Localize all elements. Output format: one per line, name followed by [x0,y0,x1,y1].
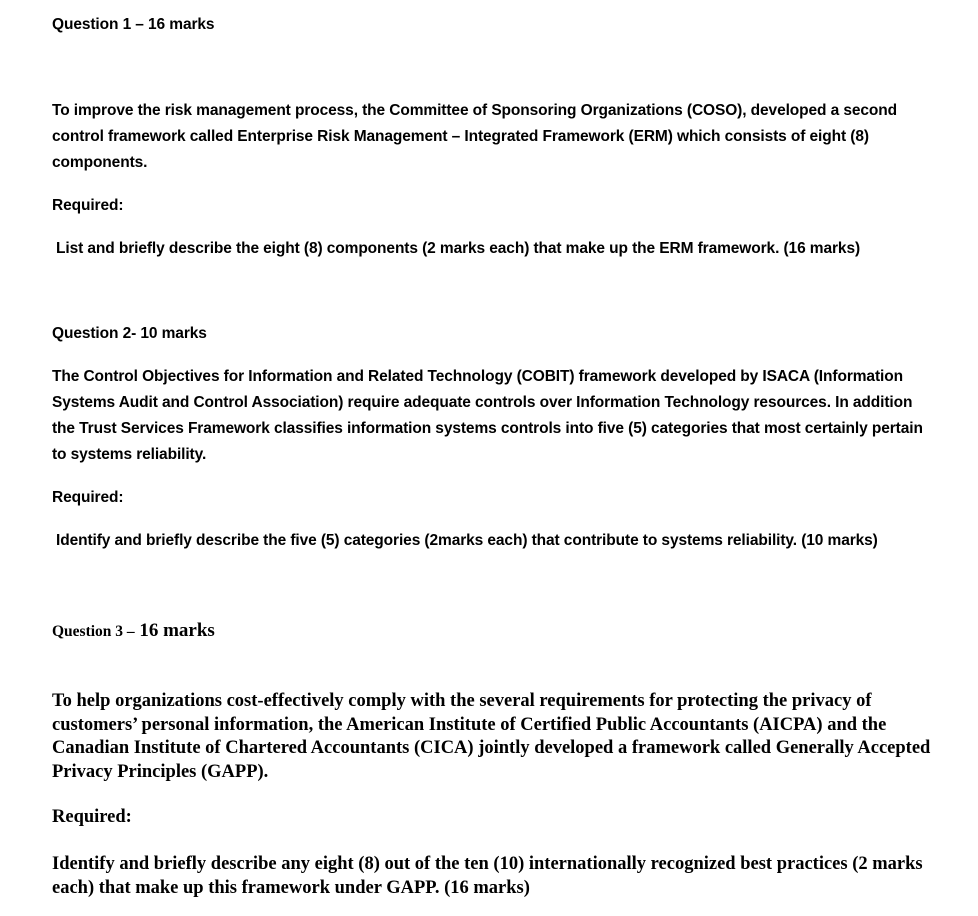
q2-paragraph: The Control Objectives for Information and Related Technology (COBIT) framework developed by ISACA (Information Systems Audit and Control Association) require adequate controls over Information Technology resources. In addition the Trust Services Framework classifies information systems controls into five (5) categories that most certainly pertain to systems reliability. [52,368,923,463]
q1-task: List and briefly describe the eight (8) components (2 marks each) that make up the ERM framework. (16 marks) [56,240,861,257]
q1-required-label: Required: [52,197,124,214]
q3-heading-marks: 16 marks [139,620,215,641]
q1-paragraph: To improve the risk management process, the Committee of Sponsoring Organizations (COSO), developed a second control framework called Enterprise Risk Management – Integrated Framework (ERM) which consists of eight (8) components. [52,102,898,171]
q3-heading [52,619,932,644]
q2-task-text: Identify and briefly describe the five (5) categories (2marks each) that contribute to systems reliability. (10 marks) [56,532,878,549]
q2-required-label: Required: [52,489,124,506]
q2-task [52,528,932,554]
q3-required-label: Required: [52,807,132,827]
q2-heading: Question 2- 10 marks [52,325,207,342]
q3-paragraph: To help organizations cost-effectively comply with the several requirements for protecting the privacy of customers’ personal information, the American Institute of Certified Public Accountants (AICPA) and the Canadian Institute of Chartered Accountants (CICA) jointly developed a framework called Generally Accepted Privacy Principles (GAPP). [52,691,931,782]
q1-heading: Question 1 – 16 marks [52,16,215,33]
q3-task: Identify and briefly describe any eight (8) out of the ten (10) internationally recognized best practices (2 marks each) that make up this framework under GAPP. (16 marks) [52,854,923,898]
q3-heading-prefix: Question 3 – [52,623,135,640]
